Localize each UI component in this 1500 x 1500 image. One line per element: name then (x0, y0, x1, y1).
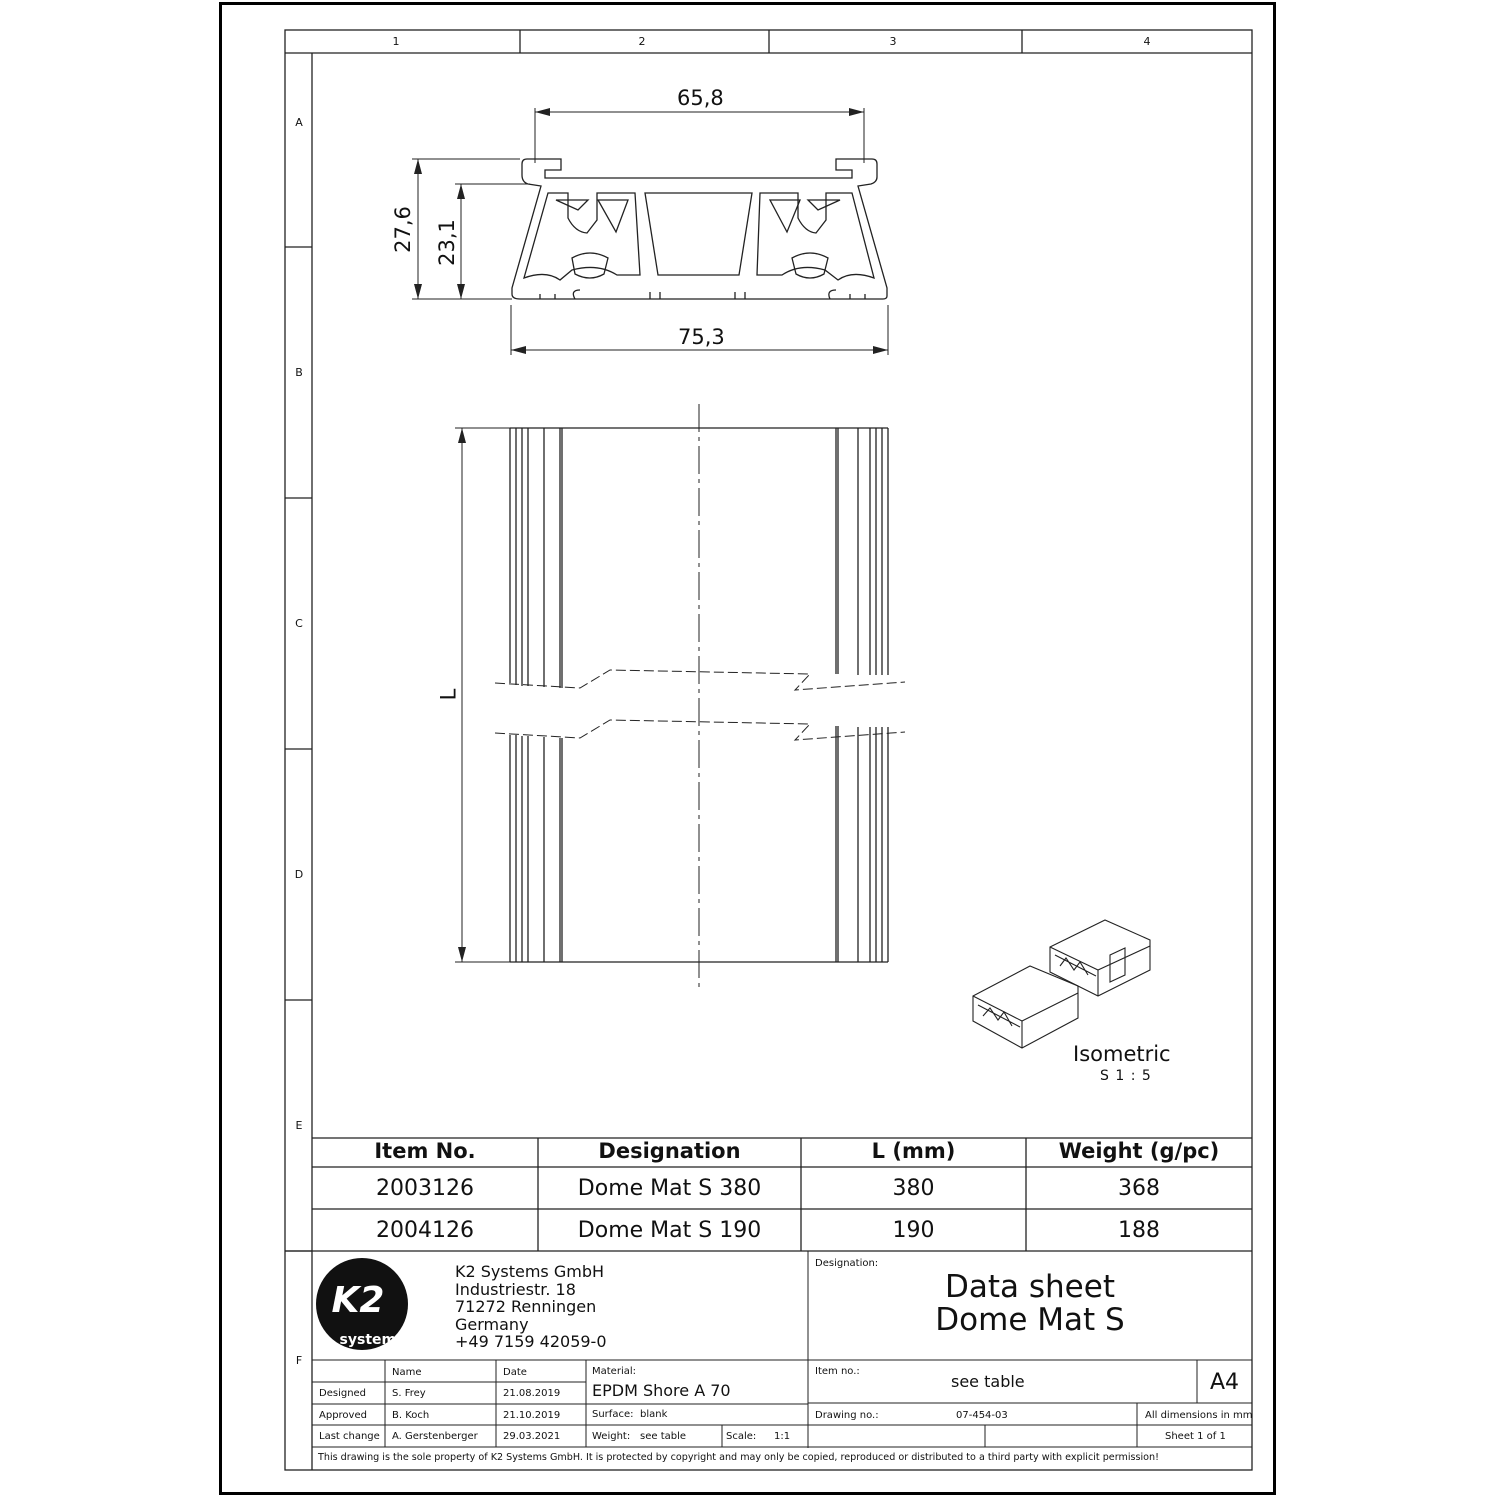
zone-col-3: 3 (889, 35, 897, 48)
zone-row-e: E (295, 1119, 303, 1132)
name-header: Name (392, 1367, 422, 1378)
table-cell: 190 (892, 1218, 935, 1243)
isometric-view (973, 920, 1150, 1048)
zone-row-d: D (294, 868, 304, 881)
units-note: All dimensions in mm (1145, 1410, 1253, 1421)
dim-bottom-width: 75,3 (678, 325, 725, 349)
weight-value: see table (640, 1431, 687, 1442)
dim-inner-height: 23,1 (434, 219, 459, 266)
zone-row-f: F (295, 1354, 303, 1367)
k2-logo (316, 1258, 408, 1350)
address-country: Germany (455, 1314, 529, 1334)
weight-label: Weight: (592, 1431, 631, 1442)
isometric-scale: S 1 : 5 (1100, 1068, 1152, 1084)
table-cell: 380 (892, 1176, 935, 1201)
surface-value: blank (640, 1409, 668, 1420)
zone-col-2: 2 (638, 35, 646, 48)
last-change-date: 29.03.2021 (503, 1431, 561, 1442)
table-cell: 2004126 (376, 1218, 474, 1243)
zone-row-b: B (295, 366, 303, 379)
zone-row-a: A (295, 116, 303, 129)
table-header-designation: Designation (598, 1139, 741, 1163)
logo-systems-text: systems (339, 1332, 405, 1348)
item-no-label: Item no.: (815, 1366, 860, 1377)
table-header-length: L (mm) (871, 1139, 956, 1163)
table-header-weight: Weight (g/pc) (1058, 1139, 1220, 1163)
logo-k2-text: K2 (331, 1280, 385, 1321)
drawing-no-value: 07-454-03 (956, 1410, 1008, 1421)
surface-label: Surface: (592, 1409, 634, 1420)
address-street: Industriestr. 18 (455, 1279, 576, 1299)
item-no-value: see table (951, 1372, 1025, 1391)
company-address (455, 1263, 607, 1351)
designed-label: Designed (319, 1388, 367, 1399)
dim-length: L (436, 688, 461, 701)
paper-format: A4 (1209, 1370, 1240, 1395)
approved-date: 21.10.2019 (503, 1410, 561, 1421)
date-header: Date (503, 1367, 527, 1378)
drawing-no-label: Drawing no.: (815, 1410, 879, 1421)
dim-total-height: 27,6 (390, 206, 415, 253)
table-cell: 2003126 (376, 1176, 474, 1201)
table-cell: Dome Mat S 380 (577, 1176, 762, 1201)
copyright-notice: This drawing is the sole property of K2 Systems GmbH. It is protected by copyright and may only be copied, reproduced or distributed to a third party with explicit permission! (318, 1452, 1159, 1463)
zone-col-1: 1 (392, 35, 400, 48)
designed-name: S. Frey (392, 1388, 426, 1399)
address-city: 71272 Renningen (455, 1297, 597, 1316)
scale-label: Scale: (726, 1431, 757, 1442)
designation-label: Designation: (815, 1258, 879, 1269)
approved-name: B. Koch (392, 1410, 430, 1421)
address-phone: +49 7159 42059-0 (455, 1332, 607, 1351)
outer-frame (285, 30, 1252, 1470)
sheet-number: Sheet 1 of 1 (1165, 1431, 1226, 1442)
profile-section (512, 159, 887, 299)
table-header-item-no: Item No. (374, 1139, 476, 1163)
table-cell: 368 (1118, 1176, 1160, 1201)
scale-value: 1:1 (774, 1431, 791, 1442)
approved-label: Approved (319, 1410, 367, 1421)
designed-date: 21.08.2019 (503, 1388, 561, 1399)
material-value: EPDM Shore A 70 (592, 1381, 731, 1400)
company-name: K2 Systems GmbH (455, 1262, 605, 1281)
table-cell: 188 (1118, 1218, 1160, 1243)
table-cell: Dome Mat S 190 (577, 1218, 762, 1243)
zone-col-4: 4 (1143, 35, 1151, 48)
title-line2: Dome Mat S (935, 1302, 1125, 1338)
material-label: Material: (592, 1366, 636, 1377)
last-change-name: A. Gerstenberger (392, 1431, 478, 1442)
title-line1: Data sheet (945, 1269, 1115, 1305)
isometric-label: Isometric (1073, 1042, 1171, 1066)
dim-top-width: 65,8 (677, 86, 724, 110)
zone-row-c: C (295, 617, 303, 630)
last-change-label: Last change (319, 1431, 380, 1442)
